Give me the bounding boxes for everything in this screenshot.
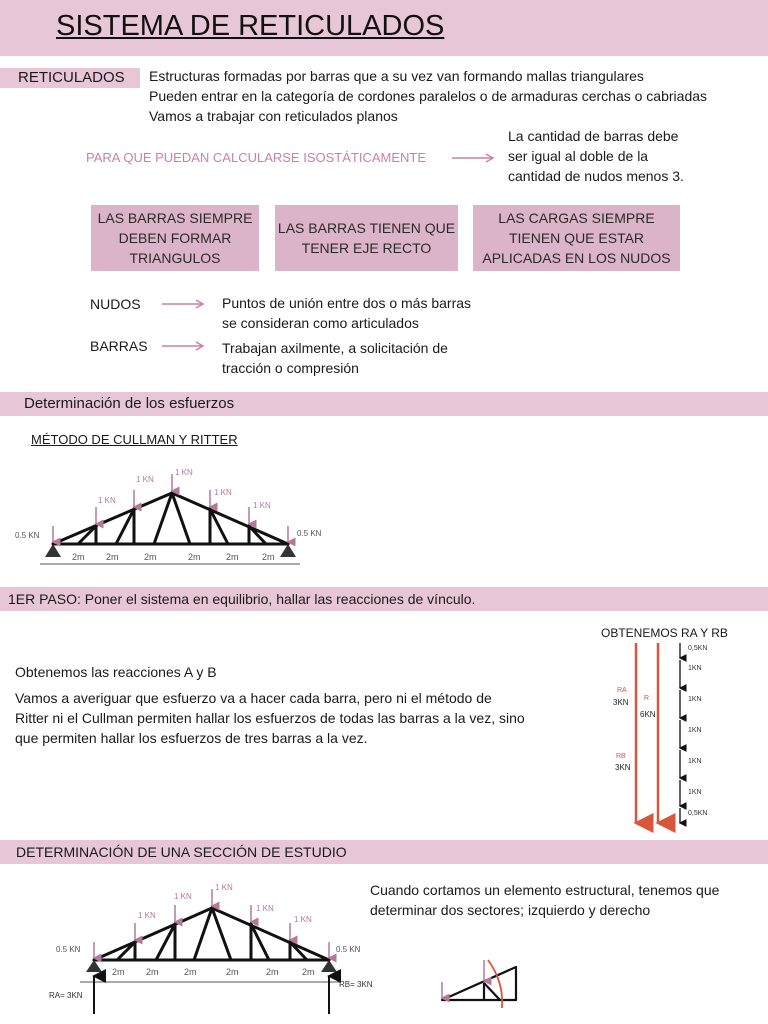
spacing-label: 2m (226, 967, 239, 977)
spacing-label: 2m (302, 967, 315, 977)
force-load-label: 0,5KN (688, 645, 708, 652)
force-polygon-title: OBTENEMOS RA Y RB (601, 626, 728, 640)
load-label: 1 KN (136, 475, 154, 484)
barras-def-1: Trabajan axilmente, a solicitación de (222, 340, 448, 356)
spacing-label: 2m (188, 552, 201, 562)
load-label: 1 KN (175, 468, 193, 477)
spacing-label: 2m (112, 967, 125, 977)
end-load-label: 0.5 KN (56, 945, 81, 954)
rule-2-line-2: TENER EJE RECTO (301, 240, 432, 256)
rule-3-line-2: TIENEN QUE ESTAR (508, 230, 645, 246)
load-label: 1 KN (98, 496, 116, 505)
rule-3-line-3: APLICADAS EN LOS NUDOS (482, 250, 671, 266)
section3-line-2: determinar dos sectores; izquierdo y derecho (370, 902, 651, 918)
reticulados-line-3: Vamos a trabajar con reticulados planos (149, 108, 398, 124)
end-load-label: 0.5 KN (336, 945, 361, 954)
spacing-label: 2m (146, 967, 159, 977)
force-load-label: 0,5KN (688, 810, 708, 817)
method-title: MÉTODO DE CULLMAN Y RITTER (31, 432, 238, 447)
arrow-right-icon (450, 150, 496, 166)
rule-2-line-1: LAS BARRAS TIENEN QUE (277, 220, 456, 236)
rule-box-triangles (91, 205, 259, 271)
reticulados-line-2: Pueden entrar en la categoría de cordones paralelos o de armaduras cerchas o cabriadas (149, 88, 708, 104)
force-load-label: 1KN (688, 665, 702, 672)
reticulados-label: RETICULADOS (18, 69, 125, 86)
nudos-def-1: Puntos de unión entre dos o más barras (222, 295, 472, 311)
force-load-label: 1KN (688, 789, 702, 796)
support-right-icon (280, 544, 296, 557)
force-load-label: 1KN (688, 727, 702, 734)
section3-line-1: Cuando cortamos un elemento estructural, tenemos que (370, 882, 720, 898)
ra-value: 3KN (613, 698, 629, 707)
rule-1-line-2: DEBEN FORMAR (118, 230, 232, 246)
force-polygon-diagram (598, 638, 748, 834)
step1-p2-line-1: Vamos a averiguar que esfuerzo va a hacer cada barra, pero ni el método de (15, 690, 492, 706)
load-label: 1 KN (294, 915, 312, 924)
isostatic-result-3: cantidad de nudos menos 3. (508, 168, 684, 184)
load-label: 1 KN (256, 904, 274, 913)
load-label: 1 KN (138, 911, 156, 920)
spacing-label: 2m (184, 967, 197, 977)
ra-reaction-label: RA= 3KN (49, 991, 83, 1000)
support-left-icon (86, 960, 102, 972)
spacing-label: 2m (72, 552, 85, 562)
spacing-label: 2m (266, 967, 279, 977)
rb-label: RB (616, 753, 626, 760)
ra-label: RA (617, 687, 627, 694)
load-label: 1 KN (253, 501, 271, 510)
force-load-label: 1KN (688, 696, 702, 703)
spacing-label: 2m (262, 552, 275, 562)
load-label: 1 KN (174, 892, 192, 901)
barras-term: BARRAS (90, 338, 148, 354)
section-cut-sketch (432, 952, 532, 1012)
rb-value: 3KN (615, 763, 631, 772)
load-label: 1 KN (215, 883, 233, 892)
step1-p2-line-2: Ritter ni el Cullman permiten hallar los esfuerzos de todas las barras a la vez, sino (15, 710, 525, 726)
r-value: 6KN (640, 710, 656, 719)
spacing-label: 2m (106, 552, 119, 562)
rule-box-loads-at-nodes (473, 205, 680, 271)
reticulados-line-1: Estructuras formadas por barras que a su vez van formando mallas triangulares (149, 68, 644, 84)
rb-reaction-label: RB= 3KN (339, 980, 373, 989)
rule-3-line-1: LAS CARGAS SIEMPRE (498, 210, 655, 226)
truss-section-diagram (40, 872, 380, 1022)
end-load-label: 0.5 KN (15, 531, 40, 540)
isostatic-result-1: La cantidad de barras debe (508, 128, 679, 144)
rule-box-straight-axis (275, 205, 458, 271)
nudos-def-2: se consideran como articulados (222, 315, 419, 331)
truss-diagram (0, 460, 340, 580)
step1-p2-line-3: que permiten hallar los esfuerzos de tres barras a la vez. (15, 730, 368, 746)
arrow-right-icon (160, 338, 206, 354)
page-title: SISTEMA DE RETICULADOS (56, 10, 445, 42)
spacing-label: 2m (226, 552, 239, 562)
barras-def-2: tracción o compresión (222, 360, 359, 376)
step1-title: 1ER PASO: Poner el sistema en equilibrio, hallar las reacciones de vínculo. (8, 591, 476, 607)
r-label: R (644, 695, 650, 702)
rule-1-line-3: TRIANGULOS (129, 250, 221, 266)
section-estudio-title: DETERMINACIÓN DE UNA SECCIÓN DE ESTUDIO (16, 844, 347, 860)
spacing-label: 2m (144, 552, 157, 562)
load-label: 1 KN (214, 488, 232, 497)
isostatic-label: PARA QUE PUEDAN CALCULARSE ISOSTÁTICAMENTE (86, 150, 426, 165)
support-right-icon (321, 960, 337, 972)
section-esfuerzos-title: Determinación de los esfuerzos (24, 395, 235, 412)
end-load-label: 0.5 KN (297, 529, 322, 538)
nudos-term: NUDOS (90, 296, 141, 312)
step1-p1: Obtenemos las reacciones A y B (15, 664, 217, 680)
arrow-right-icon (160, 296, 206, 312)
isostatic-result-2: ser igual al doble de la (508, 148, 649, 164)
rule-1-line-1: LAS BARRAS SIEMPRE (97, 210, 253, 226)
force-load-label: 1KN (688, 758, 702, 765)
support-left-icon (45, 544, 61, 557)
